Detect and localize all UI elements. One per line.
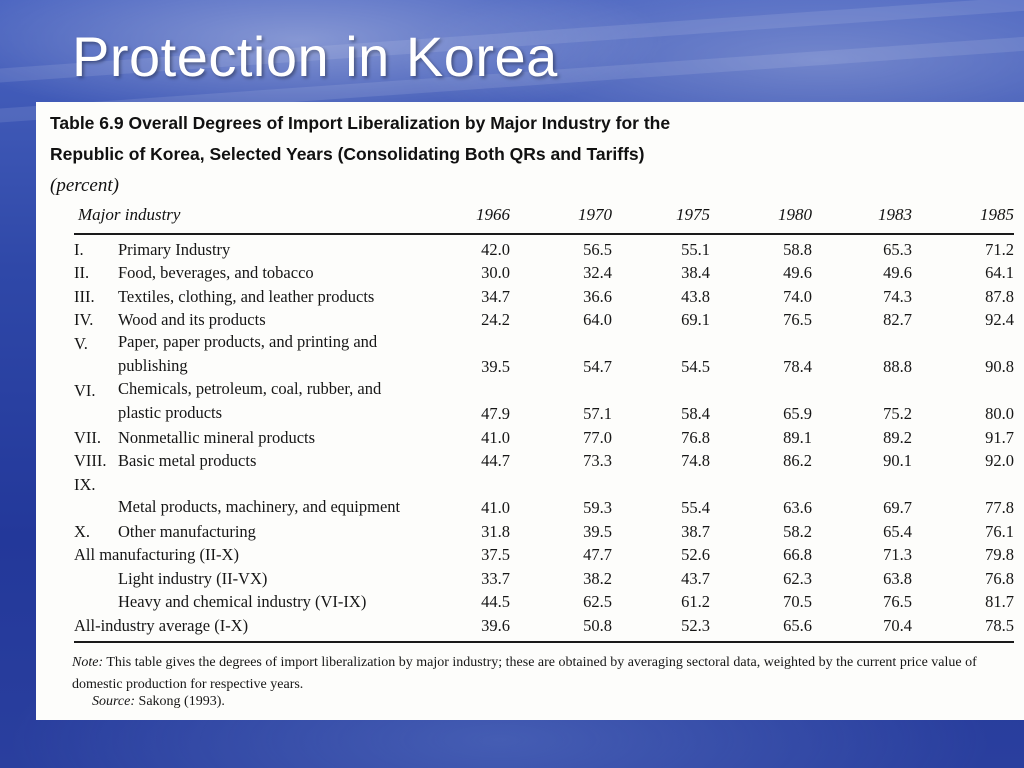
table-caption <box>50 108 750 201</box>
column-header-year: 1970 <box>578 205 612 224</box>
table-row <box>36 426 1024 450</box>
table-row <box>36 262 1024 286</box>
table-cell: 64.0 <box>583 310 612 329</box>
table-bottom-rule <box>74 641 1014 643</box>
row-label: Other manufacturing <box>118 521 256 541</box>
table-cell: 33.7 <box>481 568 510 588</box>
table-cell: 86.2 <box>783 451 812 470</box>
source-text: Sakong (1993). <box>138 694 225 709</box>
note-text: This table gives the degrees of import liberalization by major industry; these are obtained by averaging sectoral data, weighted by the current price value of domestic production for respective years. <box>72 655 977 692</box>
table-cell: 37.5 <box>481 545 510 564</box>
table-row <box>36 473 1024 520</box>
table-cell: 78.5 <box>985 615 1014 635</box>
table-cell: 90.1 <box>883 451 912 470</box>
table-row <box>36 567 1024 591</box>
table-cell: 58.8 <box>783 239 812 259</box>
source-label: Source: <box>92 694 136 709</box>
table-cell: 39.5 <box>583 521 612 541</box>
table-caption-line: Republic of Korea, Selected Years (Consolidating Both QRs and Tariffs) <box>50 144 645 164</box>
column-header-industry: Major industry <box>78 205 181 224</box>
table-cell: 65.6 <box>783 615 812 635</box>
row-label: Wood and its products <box>118 310 266 329</box>
table-cell: 63.6 <box>783 498 812 517</box>
row-number: VIII. <box>74 451 107 470</box>
table-row <box>36 520 1024 544</box>
row-label: Textiles, clothing, and leather products <box>118 286 375 306</box>
table-cell: 42.0 <box>481 239 510 259</box>
table-row <box>36 614 1024 638</box>
table-cell: 92.4 <box>985 310 1014 329</box>
column-header-year: 1975 <box>676 205 710 224</box>
table-cell: 74.3 <box>883 286 912 306</box>
table-cell: 31.8 <box>481 521 510 541</box>
table-cell: 90.8 <box>985 357 1014 376</box>
table-cell: 52.6 <box>681 545 710 564</box>
table-caption-line: Table 6.9 Overall Degrees of Import Liberalization by Major Industry for the <box>50 113 671 133</box>
table-cell: 65.9 <box>783 404 812 423</box>
table-cell: 38.7 <box>681 521 710 541</box>
row-label: Primary Industry <box>118 239 231 259</box>
row-label: Basic metal products <box>118 451 257 470</box>
table-cell: 54.5 <box>681 357 710 376</box>
row-number: X. <box>74 521 91 541</box>
table-cell: 44.5 <box>481 592 510 611</box>
row-label: Heavy and chemical industry (VI-IX) <box>118 592 367 611</box>
table-cell: 56.5 <box>583 239 612 259</box>
table-cell: 74.0 <box>783 286 812 306</box>
table-cell: 65.4 <box>883 521 912 541</box>
table-cell: 43.8 <box>681 286 710 306</box>
table-cell: 36.6 <box>583 286 612 306</box>
row-number: II. <box>74 263 90 282</box>
column-header-year: 1983 <box>878 205 912 224</box>
table-cell: 62.3 <box>783 568 812 588</box>
table-cell: 50.8 <box>583 615 612 635</box>
table-cell: 81.7 <box>985 592 1014 611</box>
table-row <box>36 309 1024 333</box>
table-cell: 24.2 <box>481 310 510 329</box>
row-label: All-industry average (I-X) <box>74 615 249 635</box>
table-note <box>72 652 1002 696</box>
table-cell: 62.5 <box>583 592 612 611</box>
table-cell: 70.5 <box>783 592 812 611</box>
table-cell: 49.6 <box>783 263 812 282</box>
table-cell: 44.7 <box>481 451 510 470</box>
table-cell: 34.7 <box>481 286 510 306</box>
row-label: Nonmetallic mineral products <box>118 427 316 447</box>
table-cell: 89.2 <box>883 427 912 447</box>
table-cell: 58.4 <box>681 404 710 423</box>
table-cell: 82.7 <box>883 310 912 329</box>
table-cell: 55.4 <box>681 498 710 517</box>
table-row <box>36 238 1024 262</box>
table-cell: 57.1 <box>583 404 612 423</box>
table-cell: 49.6 <box>883 263 912 282</box>
table-cell: 38.4 <box>681 263 710 282</box>
row-label: Light industry (II-VX) <box>118 568 268 588</box>
table-row <box>36 332 1024 379</box>
table-cell: 92.0 <box>985 451 1014 470</box>
table-cell: 80.0 <box>985 404 1014 423</box>
table-cell: 65.3 <box>883 239 912 259</box>
table-cell: 76.5 <box>883 592 912 611</box>
row-number: VII. <box>74 427 102 447</box>
row-label: Food, beverages, and tobacco <box>118 263 314 282</box>
table-cell: 58.2 <box>783 521 812 541</box>
table-cell: 30.0 <box>481 263 510 282</box>
table-cell: 76.1 <box>985 521 1014 541</box>
table-cell: 52.3 <box>681 615 710 635</box>
row-number: IX. <box>74 475 96 494</box>
row-number: III. <box>74 286 95 306</box>
table-cell: 64.1 <box>985 263 1014 282</box>
row-label: All manufacturing (II-X) <box>74 545 239 564</box>
table-row <box>36 379 1024 426</box>
table-cell: 73.3 <box>583 451 612 470</box>
table-cell: 74.8 <box>681 451 710 470</box>
table-cell: 59.3 <box>583 498 612 517</box>
table-cell: 79.8 <box>985 545 1014 564</box>
column-header-year: 1980 <box>778 205 812 224</box>
row-number: V. <box>74 334 88 353</box>
table-cell: 71.2 <box>985 239 1014 259</box>
table-row <box>36 450 1024 474</box>
table-cell: 55.1 <box>681 239 710 259</box>
table-row <box>36 591 1024 615</box>
table-cell: 43.7 <box>681 568 710 588</box>
table-row <box>36 544 1024 568</box>
table-cell: 61.2 <box>681 592 710 611</box>
column-header-year: 1985 <box>980 205 1014 224</box>
table-cell: 70.4 <box>883 615 912 635</box>
table-source <box>92 694 225 710</box>
table-top-rule <box>74 233 1014 235</box>
table-cell: 41.0 <box>481 498 510 517</box>
table-cell: 47.7 <box>583 545 612 564</box>
scanned-table-image <box>36 102 1024 720</box>
table-cell: 76.8 <box>985 568 1014 588</box>
table-cell: 75.2 <box>883 404 912 423</box>
row-label: Metal products, machinery, and equipment <box>118 496 401 516</box>
table-body <box>36 238 1024 638</box>
table-cell: 87.8 <box>985 286 1014 306</box>
table-cell: 71.3 <box>883 545 912 564</box>
row-label: Chemicals, petroleum, coal, rubber, and plastic products <box>118 379 382 422</box>
table-cell: 89.1 <box>783 427 812 447</box>
row-number: I. <box>74 239 84 259</box>
table-cell: 69.7 <box>883 498 912 517</box>
table-cell: 77.8 <box>985 498 1014 517</box>
table-cell: 76.8 <box>681 427 710 447</box>
row-number: IV. <box>74 310 94 329</box>
table-cell: 69.1 <box>681 310 710 329</box>
table-cell: 88.8 <box>883 357 912 376</box>
row-label: Paper, paper products, and printing and publishing <box>118 332 378 375</box>
table-cell: 78.4 <box>783 357 812 376</box>
table-cell: 39.6 <box>481 615 510 635</box>
note-label: Note: <box>72 655 104 670</box>
table-cell: 77.0 <box>583 427 612 447</box>
table-cell: 91.7 <box>985 427 1014 447</box>
table-cell: 63.8 <box>883 568 912 588</box>
table-cell: 66.8 <box>783 545 812 564</box>
table-cell: 47.9 <box>481 404 510 423</box>
table-cell: 41.0 <box>481 427 510 447</box>
column-header-year: 1966 <box>476 205 510 224</box>
table-cell: 54.7 <box>583 357 612 376</box>
table-cell: 76.5 <box>783 310 812 329</box>
table-row <box>36 285 1024 309</box>
table-cell: 38.2 <box>583 568 612 588</box>
table-unit: (percent) <box>50 175 119 196</box>
row-number: VI. <box>74 381 96 400</box>
table-cell: 39.5 <box>481 357 510 376</box>
table-cell: 32.4 <box>583 263 612 282</box>
slide-title: Protection in Korea <box>72 25 558 88</box>
